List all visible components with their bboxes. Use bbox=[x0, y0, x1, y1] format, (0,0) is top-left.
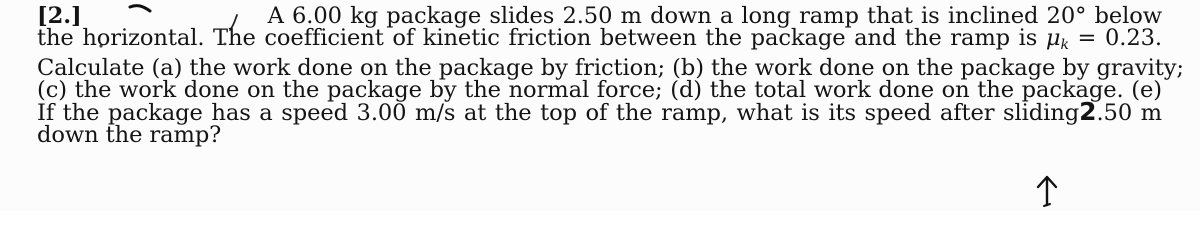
handwritten-digit: 2 bbox=[1079, 97, 1097, 127]
problem-line-3: Calculate (a) the work done on the package by friction; (b) the work done on the package by gravity; bbox=[37, 54, 1184, 81]
problem-line-2-tail: = 0.23. bbox=[1077, 25, 1162, 52]
problem-line-1-text: A 6.00 kg package slides 2.50 m down a long ramp that is inclined 20° below bbox=[267, 3, 1162, 29]
problem-line-6: down the ramp? bbox=[37, 122, 222, 149]
handwritten-arrow-icon bbox=[1032, 173, 1062, 209]
problem-line-5-tail: .50 m bbox=[1096, 100, 1162, 127]
problem-number: [2.] bbox=[37, 3, 82, 29]
mu-subscript: k bbox=[1060, 37, 1069, 54]
problem-line-5-text: If the package has a speed 3.00 m/s at the top of the ramp, what is its speed after sliding bbox=[37, 100, 1080, 127]
problem-line-2-text: the horizontal. The coefficient of kinetic friction between the package and the ramp is bbox=[37, 25, 1038, 52]
problem-text bbox=[37, 3, 1184, 149]
problem-line-5 bbox=[37, 97, 1162, 127]
problem-line-2 bbox=[37, 27, 1162, 56]
problem-line-1 bbox=[37, 5, 1162, 27]
problem-line-4: (c) the work done on the package by the normal force; (d) the total work done on the package. (e) bbox=[37, 76, 1162, 103]
mu-symbol: μ bbox=[1045, 25, 1061, 52]
